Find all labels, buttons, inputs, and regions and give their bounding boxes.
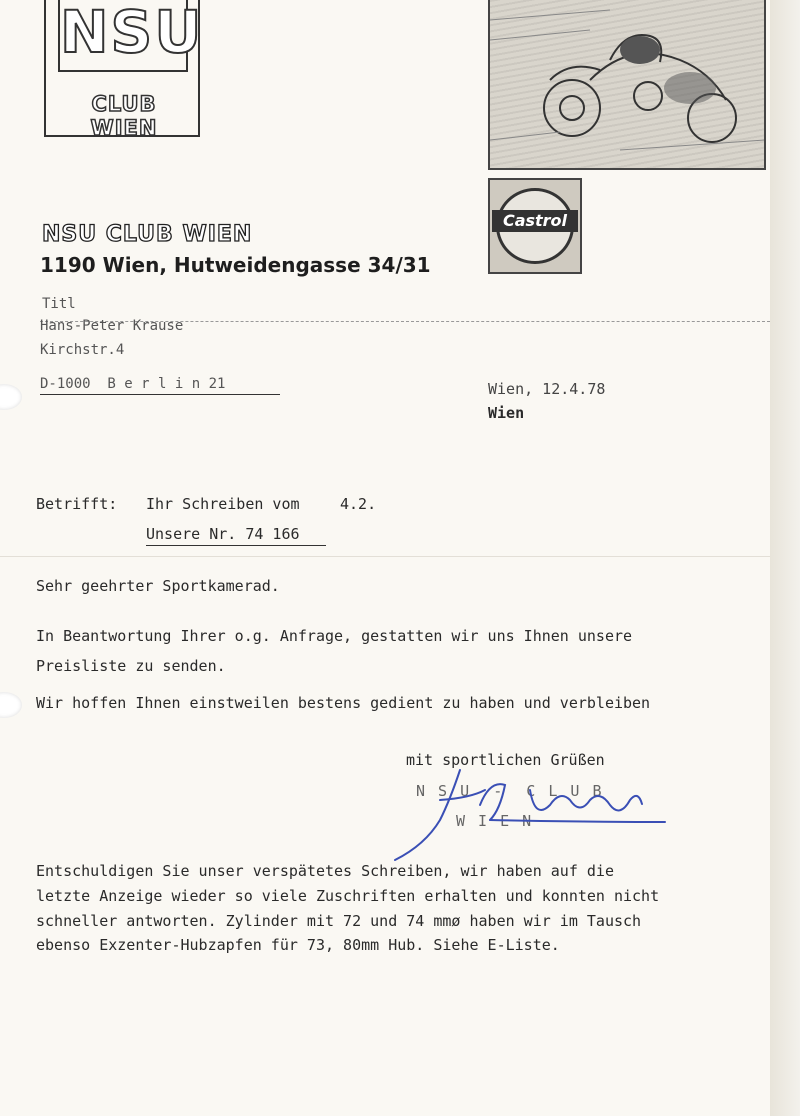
logo-club-text: CLUB WIEN (90, 92, 158, 140)
body-paragraph-line: Wir hoffen Ihnen einstweilen bestens gedient zu haben und verbleiben (36, 694, 651, 712)
castrol-text: Castrol (492, 210, 578, 232)
subject-text: Ihr Schreiben vom (146, 495, 300, 513)
letter-date: Wien, 12.4.78 (488, 380, 606, 398)
postscript-line: ebenso Exzenter-Hubzapfen für 73, 80mm Hub. Siehe E-Liste. (36, 936, 560, 954)
subject-date: 4.2. (340, 495, 377, 513)
motorcycle-racer-image (488, 0, 766, 170)
postscript-line: letzte Anzeige wieder so viele Zuschriften erhalten und konnten nicht (36, 887, 660, 905)
closing-org-line1: N S U - C L U B (416, 782, 604, 800)
castrol-logo (488, 178, 582, 274)
recipient-title: Titl (42, 296, 76, 312)
salutation: Sehr geehrter Sportkamerad. (36, 577, 280, 595)
postscript-line: Entschuldigen Sie unser verspätetes Schreiben, wir haben auf die (36, 862, 614, 880)
punch-hole (0, 692, 22, 718)
recipient-street: Kirchstr.4 (40, 342, 125, 358)
page-edge (770, 0, 800, 1116)
letterhead-address: 1190 Wien, Hutweidengasse 34/31 (40, 253, 431, 277)
nsu-logo (44, 0, 204, 140)
fold-crease (0, 556, 770, 557)
reference-number: Unsere Nr. 74 166 (146, 525, 326, 546)
logo-nsu-text: NSU (58, 0, 188, 72)
recipient-name: Hans-Peter Krause (40, 318, 184, 334)
closing-org-line2: W I E N (456, 812, 534, 830)
letter-place: Wien (488, 404, 525, 422)
recipient-city: D-1000 B e r l i n 21 (40, 376, 280, 395)
body-paragraph-line: Preisliste zu senden. (36, 657, 226, 675)
subject-label: Betrifft: (36, 495, 118, 513)
letterhead-club-name: NSU CLUB WIEN (42, 222, 253, 247)
body-paragraph-line: In Beantwortung Ihrer o.g. Anfrage, gestatten wir uns Ihnen unsere (36, 627, 633, 645)
closing-greeting: mit sportlichen Grüßen (406, 751, 605, 769)
punch-hole (0, 384, 22, 410)
postscript-line: schneller antworten. Zylinder mit 72 und 74 mmø haben wir im Tausch (36, 912, 642, 930)
